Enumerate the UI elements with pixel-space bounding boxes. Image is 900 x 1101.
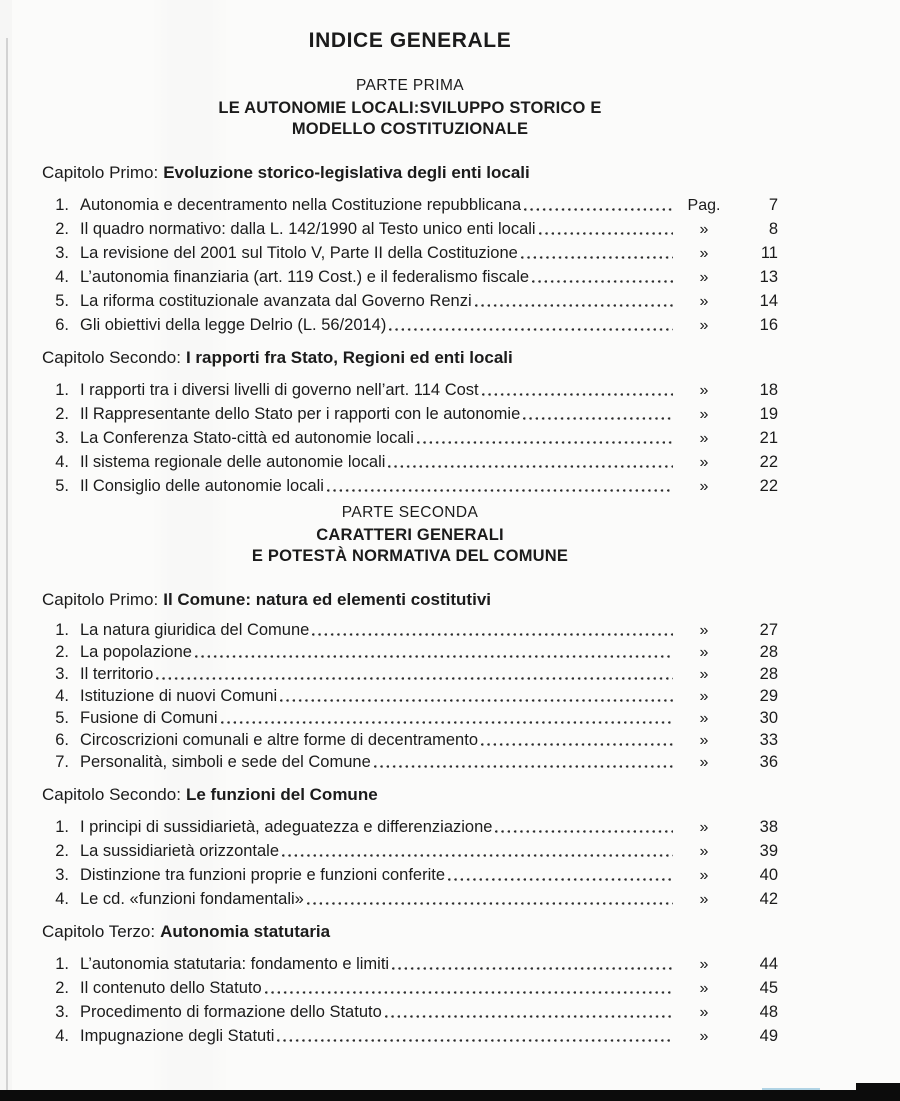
page-number: 14 xyxy=(759,292,778,310)
toc-entry xyxy=(42,287,778,311)
pag-column-label: » xyxy=(699,956,709,973)
page-title: INDICE GENERALE xyxy=(308,29,512,52)
toc-entry xyxy=(42,728,778,750)
pag-column-label: » xyxy=(699,710,709,727)
entry-number: 1. xyxy=(55,381,69,399)
entry-title: Il sistema regionale delle autonomie locali xyxy=(80,453,386,471)
pag-column-label: » xyxy=(699,754,709,771)
entry-title: La revisione del 2001 sul Titolo V, Parte II della Costituzione xyxy=(80,244,518,262)
chapter-heading xyxy=(42,348,778,368)
pag-column-label: » xyxy=(699,430,709,447)
toc-entry xyxy=(42,239,778,263)
entry-number: 4. xyxy=(55,1027,69,1045)
entry-title: Le cd. «funzioni fondamentali» xyxy=(80,890,304,908)
entry-number: 5. xyxy=(55,292,69,310)
dot-leader xyxy=(221,721,673,724)
entry-title: Gli obiettivi della legge Delrio (L. 56/2014) xyxy=(80,316,387,334)
dot-leader xyxy=(312,633,673,636)
chapter-title: Le funzioni del Comune xyxy=(185,785,378,804)
dot-leader xyxy=(521,256,673,259)
dot-leader xyxy=(280,699,673,702)
entry-number: 5. xyxy=(55,709,69,727)
entry-number: 6. xyxy=(55,731,69,749)
chapter-title: I rapporti fra Stato, Regioni ed enti locali xyxy=(185,348,513,367)
dot-leader xyxy=(532,280,673,283)
entry-title: La sussidiarietà orizzontale xyxy=(80,842,280,860)
page-number: 45 xyxy=(759,979,778,997)
page-number: 16 xyxy=(759,316,778,334)
toc-entry xyxy=(42,472,778,496)
entry-number: 6. xyxy=(55,316,69,334)
toc-entry xyxy=(42,618,778,640)
entry-title: Autonomia e decentramento nella Costituzione repubblicana xyxy=(80,196,522,214)
pag-column-label: » xyxy=(699,644,709,661)
entry-number: 4. xyxy=(55,268,69,286)
toc-entries xyxy=(42,618,778,772)
part-title xyxy=(42,98,778,140)
entry-number: 2. xyxy=(55,220,69,238)
pag-column-label: » xyxy=(699,732,709,749)
toc-entry xyxy=(42,706,778,728)
page-number: 21 xyxy=(759,429,778,447)
dot-leader xyxy=(374,765,673,768)
entry-title: Personalità, simboli e sede del Comune xyxy=(80,753,371,771)
entry-number: 7. xyxy=(55,753,69,771)
pag-column-label: » xyxy=(699,293,709,310)
entry-title: L’autonomia statutaria: fondamento e limiti xyxy=(80,955,390,973)
entry-title: La riforma costituzionale avanzata dal Governo Renzi xyxy=(80,292,472,310)
pag-column-label: » xyxy=(699,891,709,908)
part-title-line: E POTESTÀ NORMATIVA DEL COMUNE xyxy=(251,547,569,565)
page-number: 7 xyxy=(768,196,778,214)
pag-column-label: » xyxy=(699,867,709,884)
entry-title: Il contenuto dello Statuto xyxy=(80,979,262,997)
dot-leader xyxy=(417,441,673,444)
entry-title: L’autonomia finanziaria (art. 119 Cost.) e il federalismo fiscale xyxy=(80,268,530,286)
dot-leader xyxy=(523,417,673,420)
page-number: 27 xyxy=(759,621,778,639)
toc-entry xyxy=(42,950,778,974)
dot-leader xyxy=(495,830,673,833)
dot-leader xyxy=(524,208,673,211)
pag-column-label: » xyxy=(699,406,709,423)
entry-number: 3. xyxy=(55,429,69,447)
scan-left-edge-line xyxy=(6,38,8,1101)
dot-leader xyxy=(385,1015,673,1018)
page-number: 11 xyxy=(760,244,778,262)
page-number: 49 xyxy=(759,1027,778,1045)
entry-number: 2. xyxy=(55,643,69,661)
entry-title: Fusione di Comuni xyxy=(80,709,218,727)
entry-number: 2. xyxy=(55,405,69,423)
pag-column-label: » xyxy=(699,819,709,836)
dot-leader xyxy=(448,878,673,881)
entry-title: I rapporti tra i diversi livelli di governo nell’art. 114 Cost xyxy=(80,381,479,399)
pag-column-label: » xyxy=(699,1004,709,1021)
toc-entries xyxy=(42,950,778,1046)
page-number: 18 xyxy=(759,381,778,399)
dot-leader xyxy=(277,1039,673,1042)
toc-entry xyxy=(42,191,778,215)
chapter-prefix: Capitolo Secondo: xyxy=(42,348,181,367)
entry-number: 3. xyxy=(55,244,69,262)
toc-entry xyxy=(42,750,778,772)
toc-entry xyxy=(42,861,778,885)
entry-title: Impugnazione degli Statuti xyxy=(80,1027,275,1045)
part-title xyxy=(42,525,778,567)
page-number: 28 xyxy=(759,643,778,661)
pag-column-label: » xyxy=(699,478,709,495)
pag-column-label: » xyxy=(699,221,709,238)
pag-column-label: » xyxy=(699,980,709,997)
dot-leader xyxy=(475,304,673,307)
entry-title: Procedimento di formazione dello Statuto xyxy=(80,1003,382,1021)
chapter-heading xyxy=(42,163,778,183)
page-number: 30 xyxy=(759,709,778,727)
entry-number: 3. xyxy=(55,665,69,683)
entry-title: Il Rappresentante dello Stato per i rapporti con le autonomie xyxy=(80,405,521,423)
toc-entry xyxy=(42,424,778,448)
dot-leader xyxy=(388,465,673,468)
page-number: 39 xyxy=(759,842,778,860)
toc-entry xyxy=(42,400,778,424)
entry-title: La popolazione xyxy=(80,643,192,661)
scan-bottom-bar-step xyxy=(856,1083,900,1091)
pag-column-label: » xyxy=(699,843,709,860)
page-number: 13 xyxy=(759,268,778,286)
dot-leader xyxy=(327,489,673,492)
page-number: 42 xyxy=(759,890,778,908)
entry-title: La natura giuridica del Comune xyxy=(80,621,310,639)
chapter-heading xyxy=(42,922,778,942)
entry-number: 4. xyxy=(55,453,69,471)
dot-leader xyxy=(392,967,673,970)
entry-title: Il Consiglio delle autonomie locali xyxy=(80,477,324,495)
pag-column-label: » xyxy=(699,454,709,471)
toc-entry xyxy=(42,974,778,998)
toc-entry xyxy=(42,376,778,400)
chapter-heading xyxy=(42,785,778,805)
toc-entry xyxy=(42,215,778,239)
part-heading-1 xyxy=(42,77,778,140)
chapter-prefix: Capitolo Terzo: xyxy=(42,922,156,941)
part-label: PARTE SECONDA xyxy=(341,504,479,521)
chapter-prefix: Capitolo Primo: xyxy=(42,163,159,182)
toc-entry xyxy=(42,998,778,1022)
toc-entry xyxy=(42,684,778,706)
entry-title: I principi di sussidiarietà, adeguatezza e differenziazione xyxy=(80,818,493,836)
entry-number: 4. xyxy=(55,890,69,908)
entry-number: 5. xyxy=(55,477,69,495)
page-number: 8 xyxy=(768,220,778,238)
entry-title: Circoscrizioni comunali e altre forme di decentramento xyxy=(80,731,478,749)
page-number: 22 xyxy=(759,453,778,471)
dot-leader xyxy=(539,232,673,235)
entry-number: 2. xyxy=(55,979,69,997)
entry-number: 1. xyxy=(55,196,69,214)
toc-entries xyxy=(42,191,778,335)
pag-column-label: » xyxy=(699,317,709,334)
toc-entry xyxy=(42,662,778,684)
entry-title: Distinzione tra funzioni proprie e funzioni conferite xyxy=(80,866,446,884)
pag-column-label: » xyxy=(699,666,709,683)
page-number: 28 xyxy=(759,665,778,683)
toc-entry xyxy=(42,813,778,837)
pag-column-label: » xyxy=(699,688,709,705)
dot-leader xyxy=(282,854,673,857)
page-number: 44 xyxy=(759,955,778,973)
entry-number: 4. xyxy=(55,687,69,705)
pag-column-label: » xyxy=(699,245,709,262)
chapter-title: Autonomia statutaria xyxy=(160,922,331,941)
scan-bottom-bar xyxy=(0,1090,900,1101)
chapter-prefix: Capitolo Primo: xyxy=(42,590,159,609)
entry-number: 2. xyxy=(55,842,69,860)
toc-entry xyxy=(42,885,778,909)
pag-column-label: » xyxy=(699,622,709,639)
page-number: 48 xyxy=(759,1003,778,1021)
pag-column-label: » xyxy=(699,382,709,399)
toc-entry xyxy=(42,1022,778,1046)
part-title-line: MODELLO COSTITUZIONALE xyxy=(291,120,529,138)
entry-title: Istituzione di nuovi Comuni xyxy=(80,687,278,705)
pag-column-label: » xyxy=(699,1028,709,1045)
toc-entry xyxy=(42,263,778,287)
page-content xyxy=(42,0,778,1046)
page-number: 36 xyxy=(759,753,778,771)
toc-entries xyxy=(42,376,778,496)
entry-number: 3. xyxy=(55,866,69,884)
toc-entry xyxy=(42,448,778,472)
dot-leader xyxy=(195,655,673,658)
pag-column-label: Pag. xyxy=(687,197,721,214)
chapter-title: Il Comune: natura ed elementi costitutivi xyxy=(163,590,491,609)
part-title-line: LE AUTONOMIE LOCALI:SVILUPPO STORICO E xyxy=(218,99,602,117)
entry-title: Il quadro normativo: dalla L. 142/1990 al Testo unico enti locali xyxy=(80,220,536,238)
dot-leader xyxy=(389,328,673,331)
page-number: 33 xyxy=(759,731,778,749)
page-number: 29 xyxy=(759,687,778,705)
toc-entry xyxy=(42,837,778,861)
entry-title: Il territorio xyxy=(80,665,154,683)
dot-leader xyxy=(156,677,673,680)
entry-number: 1. xyxy=(55,621,69,639)
chapter-heading xyxy=(42,590,778,610)
page-number: 22 xyxy=(759,477,778,495)
part-heading-2 xyxy=(42,504,778,567)
entry-number: 1. xyxy=(55,818,69,836)
page-number: 38 xyxy=(759,818,778,836)
dot-leader xyxy=(265,991,673,994)
entry-number: 1. xyxy=(55,955,69,973)
page-number: 19 xyxy=(759,405,778,423)
chapter-prefix: Capitolo Secondo: xyxy=(42,785,181,804)
page-number: 40 xyxy=(759,866,778,884)
part-label: PARTE PRIMA xyxy=(355,77,465,94)
entry-title: La Conferenza Stato-città ed autonomie locali xyxy=(80,429,414,447)
dot-leader xyxy=(482,393,673,396)
toc-entry xyxy=(42,640,778,662)
dot-leader xyxy=(307,902,673,905)
entry-number: 3. xyxy=(55,1003,69,1021)
part-title-line: CARATTERI GENERALI xyxy=(316,526,504,544)
toc-entries xyxy=(42,813,778,909)
dot-leader xyxy=(481,743,673,746)
pag-column-label: » xyxy=(699,269,709,286)
toc-entry xyxy=(42,311,778,335)
chapter-title: Evoluzione storico-legislativa degli enti locali xyxy=(163,163,530,182)
